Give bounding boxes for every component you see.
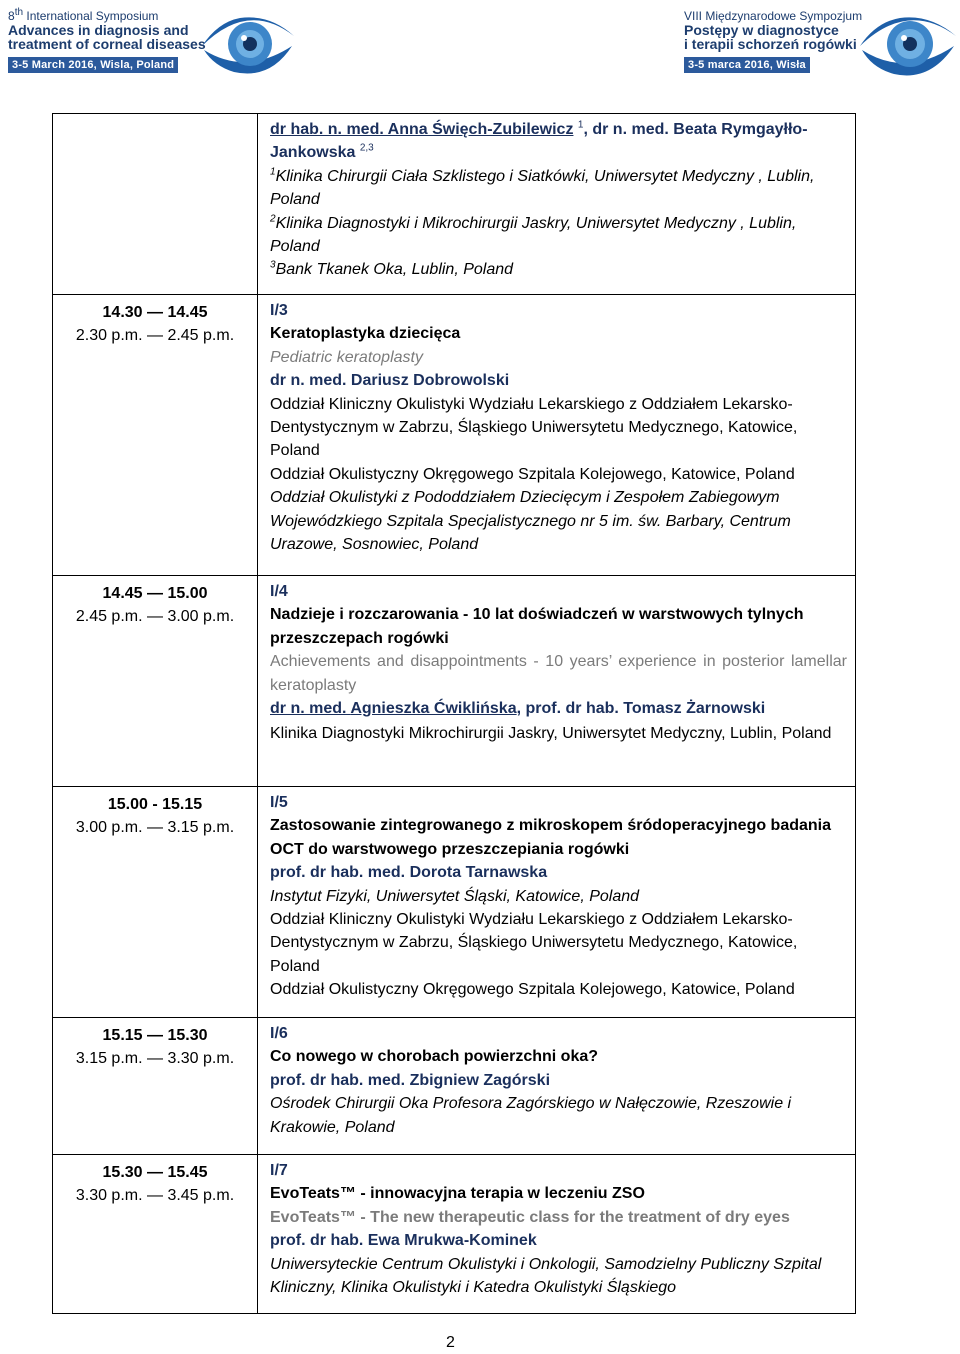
time-local: 15.30 — 15.45 xyxy=(102,1164,208,1181)
logo-pl-line2: Postępy w diagnostyce xyxy=(684,22,839,38)
affiliation: Ośrodek Chirurgii Oka Profesora Zagórskiego w Nałęczowie, Rzeszowie i Krakowie, Poland xyxy=(270,1095,792,1136)
time-cell xyxy=(53,295,258,576)
table-row xyxy=(53,787,856,1018)
authors-line xyxy=(270,1229,847,1252)
author-degree: dr n. med. xyxy=(270,372,351,390)
author-name: Zbigniew Zagórski xyxy=(409,1071,551,1089)
time-cell xyxy=(53,1155,258,1314)
table-row xyxy=(53,295,856,576)
time-pm: 3.30 p.m. — 3.45 p.m. xyxy=(75,1187,235,1204)
time-cell-empty xyxy=(53,114,258,295)
session-cell xyxy=(258,1018,856,1155)
lecture-title-en: Achievements and disappointments - 10 years’ experience in posterior lamellar keratoplasty xyxy=(270,653,847,694)
logo-en-text xyxy=(8,9,206,51)
lecture-title-en: EvoTeats™ - The new therapeutic class for the treatment of dry eyes xyxy=(270,1208,790,1226)
lecture-title-pl: Keratoplastyka dziecięca xyxy=(270,325,461,343)
time-cell xyxy=(53,787,258,1018)
authors-line xyxy=(270,369,847,392)
time-local: 15.15 — 15.30 xyxy=(102,1027,208,1044)
author-sup: 1 xyxy=(577,119,584,131)
author-degree: dr n. med. xyxy=(270,700,351,718)
affiliation: Oddział Okulistyczny Okręgowego Szpitala Kolejowego, Katowice, Poland xyxy=(270,981,795,999)
affiliation xyxy=(270,258,847,281)
session-cell xyxy=(258,114,856,295)
session-cell xyxy=(258,787,856,1018)
authors-line xyxy=(270,697,847,720)
session-cell xyxy=(258,295,856,576)
lecture-title-en: Pediatric keratoplasty xyxy=(270,348,423,366)
author-degree: prof. dr hab. med. xyxy=(270,864,410,882)
author-separator: , dr n. med. xyxy=(583,121,674,138)
time-cell xyxy=(53,576,258,787)
authors-line xyxy=(270,118,847,165)
symposium-logo-en xyxy=(6,4,296,82)
affiliation xyxy=(270,212,847,259)
table-row xyxy=(53,1018,856,1155)
author-name: Ewa Mrukwa-Kominek xyxy=(367,1232,537,1250)
author-sup: 2,3 xyxy=(359,143,374,155)
page-number: 2 xyxy=(446,1334,455,1351)
session-cell xyxy=(258,576,856,787)
authors-line xyxy=(270,861,847,884)
logo-en-edition-suffix: th xyxy=(14,7,24,18)
affiliation: Klinika Diagnostyki Mikrochirurgii Jaskry, Uniwersytet Medyczny, Lublin, Poland xyxy=(270,725,832,743)
logo-pl-line3: i terapii schorzeń rogówki xyxy=(684,36,857,52)
programme-table xyxy=(52,113,856,1314)
affiliation: Oddział Kliniczny Okulistyki Wydziału Lekarskiego z Oddziałem Lekarsko-Dentystycznym w Zabrzu, Śląskiego Uniwersytetu Medycznego, Katowice, Poland xyxy=(270,395,798,460)
lecture-number: I/5 xyxy=(270,794,288,811)
time-pm: 3.00 p.m. — 3.15 p.m. xyxy=(75,819,235,836)
affiliation-sup: 3 xyxy=(270,260,276,272)
time-pm: 3.15 p.m. — 3.30 p.m. xyxy=(75,1050,235,1067)
lecture-title-pl: EvoTeats™ - innowacyjna terapia w leczeniu ZSO xyxy=(270,1185,645,1203)
author-degree: prof. dr hab. xyxy=(525,700,624,718)
author-separator: , xyxy=(516,700,526,718)
time-local: 14.30 — 14.45 xyxy=(102,304,208,321)
time-local: 14.45 — 15.00 xyxy=(102,585,208,602)
eye-icon xyxy=(200,6,296,80)
lecture-number: I/7 xyxy=(270,1162,288,1179)
author-cwiklinska: Agnieszka Ćwiklińska xyxy=(350,700,517,718)
affiliation: Oddział Okulistyczny Okręgowego Szpitala Kolejowego, Katowice, Poland xyxy=(270,465,795,483)
logo-en-date: 3-5 March 2016, Wisla, Poland xyxy=(8,57,178,73)
author-swiech-zubilewicz: dr hab. n. med. Anna Święch-Zubilewicz xyxy=(270,121,574,138)
lecture-number: I/3 xyxy=(270,302,288,319)
logo-en-line1: International Symposium xyxy=(23,9,159,23)
logo-pl-line1: VIII Międzynarodowe Sympozjum xyxy=(684,9,863,23)
author-name: Dorota Tarnawska xyxy=(409,864,548,882)
logo-en-edition-number: 8 xyxy=(8,9,15,23)
time-cell xyxy=(53,1018,258,1155)
affiliation xyxy=(270,165,847,212)
time-pm: 2.30 p.m. — 2.45 p.m. xyxy=(75,327,235,344)
lecture-title-pl: Nadzieje i rozczarowania - 10 lat doświadczeń w warstwowych tylnych przeszczepach rogówki xyxy=(270,606,804,647)
author-name: Dariusz Dobrowolski xyxy=(350,372,510,390)
time-local: 15.00 - 15.15 xyxy=(107,796,203,813)
affiliation-text: Klinika Diagnostyki i Mikrochirurgii Jaskry, Uniwersytet Medyczny , Lublin, Poland xyxy=(270,214,797,256)
table-row xyxy=(53,576,856,787)
author-degree: prof. dr hab. xyxy=(270,1232,368,1250)
lecture-number: I/6 xyxy=(270,1025,288,1042)
lecture-title-pl: Co nowego w chorobach powierzchni oka? xyxy=(270,1048,599,1066)
logo-pl-date: 3-5 marca 2016, Wisła xyxy=(684,57,810,73)
logo-en-line3: treatment of corneal diseases xyxy=(8,36,206,52)
affiliation: Oddział Kliniczny Okulistyki Wydziału Lekarskiego z Oddziałem Lekarsko-Dentystycznym w Zabrzu, Śląskiego Uniwersytetu Medycznego, Katowice, Poland xyxy=(270,911,798,975)
authors-line xyxy=(270,1069,847,1092)
affiliation-sup: 1 xyxy=(270,166,276,178)
affiliation: Uniwersyteckie Centrum Okulistyki i Onkologii, Samodzielny Publiczny Szpital Kliniczny, Klinika Okulistyki i Katedra Okulistyki Śląskiego xyxy=(270,1255,822,1297)
time-pm: 2.45 p.m. — 3.00 p.m. xyxy=(75,608,235,625)
lecture-title-pl: Zastosowanie zintegrowanego z mikroskopem śródoperacyjnego badania OCT do warstwowego przeszczepiania rogówki xyxy=(270,817,832,858)
session-cell xyxy=(258,1155,856,1314)
table-row xyxy=(53,1155,856,1314)
lecture-number: I/4 xyxy=(270,583,288,600)
symposium-logo-pl xyxy=(678,4,958,82)
affiliation-text: Klinika Chirurgii Ciała Szklistego i Siatkówki, Uniwersytet Medyczny , Lublin, Poland xyxy=(270,167,815,209)
author-degree: prof. dr hab. med. xyxy=(270,1071,410,1089)
table-row xyxy=(53,114,856,295)
eye-icon xyxy=(858,6,958,82)
affiliation: Oddział Okulistyki z Pododdziałem Dziecięcym i Zespołem Zabiegowym Wojewódzkiego Szpitala Specjalistycznego nr 5 im. św. Barbary, Centrum Urazowe, Sosnowiec, Poland xyxy=(270,489,791,554)
author-zarnowski: Tomasz Żarnowski xyxy=(623,700,766,718)
affiliation-sup: 2 xyxy=(270,213,276,225)
affiliation-text: Bank Tkanek Oka, Lublin, Poland xyxy=(275,261,514,279)
logo-pl-text xyxy=(684,9,862,51)
author-rymgayllo-jankowska: Beata Rymgayłło-Jankowska xyxy=(270,121,808,162)
logo-en-line2: Advances in diagnosis and xyxy=(8,22,189,38)
affiliation: Instytut Fizyki, Uniwersytet Śląski, Katowice, Poland xyxy=(270,887,640,905)
